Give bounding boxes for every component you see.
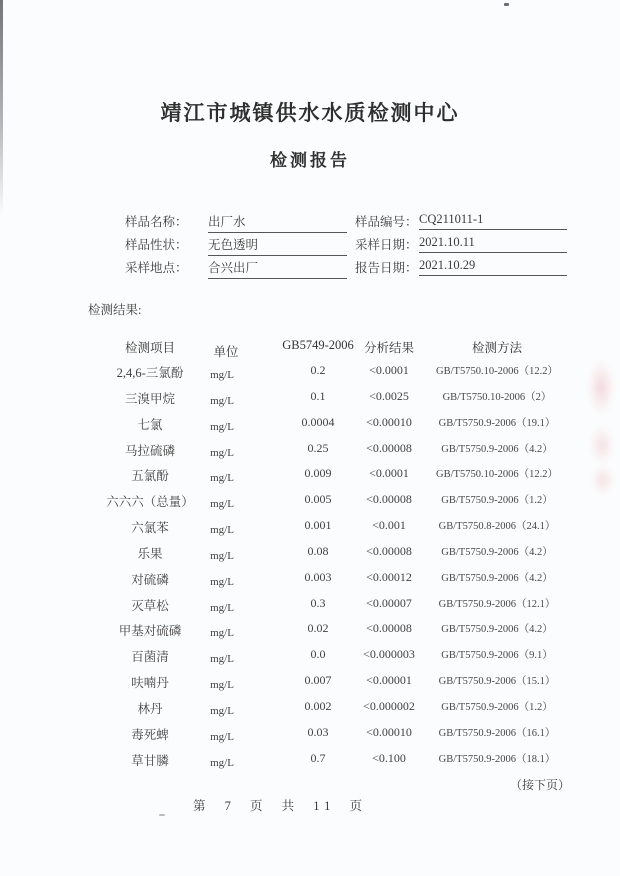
cell-unit: mg/L [210, 524, 234, 537]
table-row [0, 570, 620, 596]
sample-info-row [0, 212, 620, 235]
cell-result: <0.000003 [363, 647, 415, 662]
cell-limit: 0.002 [304, 698, 332, 713]
sample-info-row [0, 235, 620, 258]
cell-limit: 0.003 [304, 569, 332, 584]
cell-result: <0.001 [372, 518, 406, 533]
cell-item: 草甘膦 [131, 753, 169, 768]
cell-limit: 0.1 [310, 388, 326, 403]
cell-result: <0.100 [372, 750, 406, 765]
cell-result: <0.0001 [369, 466, 409, 481]
cell-method: GB/T5750.10-2006（12.2） [436, 469, 558, 481]
cell-item: 六氯苯 [131, 521, 169, 536]
cell-item: 甲基对硫磷 [118, 624, 182, 639]
info-label: 样品性状： [125, 238, 188, 252]
cell-unit: mg/L [210, 575, 234, 588]
cell-limit: 0.009 [304, 466, 332, 481]
table-row [0, 544, 620, 570]
cell-item: 六六六（总量） [106, 495, 194, 510]
cell-limit: 0.3 [310, 595, 326, 610]
sample-info-block [0, 212, 620, 281]
results-section-label: 检测结果: [88, 303, 142, 317]
cell-method: GB/T5750.9-2006（9.1） [441, 650, 553, 662]
cell-limit: 0.005 [304, 492, 332, 507]
cell-unit: mg/L [210, 756, 234, 769]
cell-unit: mg/L [210, 498, 234, 511]
cell-method: GB/T5750.10-2006（2） [442, 391, 552, 403]
cell-item: 2,4,6-三氯酚 [116, 366, 184, 380]
cell-method: GB/T5750.9-2006（1.2） [441, 701, 553, 713]
cell-item: 马拉硫磷 [124, 443, 175, 458]
cell-result: <0.00007 [366, 595, 412, 610]
cell-unit: mg/L [210, 472, 234, 485]
continued-note: （接下页） [509, 778, 570, 792]
cell-unit: mg/L [210, 549, 234, 562]
cell-item: 林丹 [137, 701, 163, 716]
table-row [0, 596, 620, 622]
cell-method: GB/T5750.9-2006（15.1） [438, 676, 556, 688]
table-row [0, 621, 620, 647]
scan-speck [159, 814, 165, 816]
info-value: 2021.10.29 [419, 258, 567, 276]
table-row [0, 415, 620, 441]
cell-limit: 0.0 [310, 647, 326, 662]
cell-item: 呋喃丹 [131, 676, 169, 691]
cell-item: 三溴甲烷 [124, 391, 175, 406]
cell-result: <0.0025 [369, 388, 409, 403]
info-value: 合兴出厂 [208, 258, 347, 279]
cell-unit: mg/L [210, 653, 234, 666]
report-title: 检测报告 [270, 151, 350, 170]
cell-method: GB/T5750.9-2006（4.2） [441, 546, 553, 558]
table-row [0, 725, 620, 751]
table-row [0, 699, 620, 725]
table-row [0, 492, 620, 518]
cell-item: 五氯酚 [131, 469, 169, 484]
cell-item: 毒死蜱 [131, 727, 169, 742]
info-label: 采样日期： [355, 238, 418, 252]
cell-result: <0.000002 [363, 698, 415, 713]
cell-method: GB/T5750.9-2006（16.1） [438, 727, 556, 739]
cell-item: 灭草松 [131, 598, 169, 613]
header-item: 检测项目 [124, 341, 175, 355]
cell-result: <0.00001 [366, 673, 412, 688]
cell-unit: mg/L [210, 446, 234, 459]
info-label: 样品编号： [355, 215, 418, 229]
table-row [0, 673, 620, 699]
info-value: CQ211011-1 [419, 212, 567, 230]
cell-limit: 0.001 [304, 518, 332, 533]
table-row [0, 518, 620, 544]
cell-result: <0.00008 [366, 440, 412, 455]
cell-limit: 0.03 [307, 724, 329, 739]
cell-unit: mg/L [210, 394, 234, 407]
info-value: 无色透明 [208, 235, 347, 256]
cell-unit: mg/L [210, 369, 234, 381]
results-table-header [0, 338, 620, 360]
cell-limit: 0.25 [307, 440, 329, 455]
header-limit: GB5749-2006 [282, 338, 354, 352]
info-label: 采样地点： [125, 261, 188, 275]
cell-unit: mg/L [210, 679, 234, 692]
cell-result: <0.00008 [366, 543, 412, 558]
cell-limit: 0.0004 [301, 414, 335, 429]
cell-method: GB/T5750.9-2006（18.1） [438, 753, 556, 765]
cell-method: GB/T5750.9-2006（4.2） [441, 443, 553, 455]
cell-limit: 0.02 [307, 621, 329, 636]
cell-item: 七氯 [137, 417, 163, 432]
cell-method: GB/T5750.10-2006（12.2） [436, 366, 558, 377]
page-indicator: 第 7 页 共 11 页 [193, 799, 367, 813]
cell-result: <0.00012 [366, 569, 412, 584]
cell-item: 乐果 [137, 546, 163, 561]
cell-limit: 0.08 [307, 543, 329, 558]
cell-unit: mg/L [210, 730, 234, 743]
cell-unit: mg/L [210, 601, 234, 614]
cell-method: GB/T5750.9-2006（4.2） [441, 572, 553, 584]
table-row [0, 647, 620, 673]
info-label: 样品名称： [125, 215, 188, 229]
cell-method: GB/T5750.9-2006（1.2） [441, 495, 553, 507]
results-table-body [0, 363, 620, 777]
cell-method: GB/T5750.9-2006（4.2） [441, 624, 553, 636]
table-row [0, 751, 620, 777]
info-value: 2021.10.11 [419, 235, 567, 253]
cell-method: GB/T5750.9-2006（19.1） [438, 417, 556, 429]
table-row [0, 389, 620, 415]
cell-method: GB/T5750.9-2006（12.1） [438, 598, 556, 610]
table-row [0, 466, 620, 492]
info-label: 报告日期： [355, 261, 418, 275]
sample-info-row [0, 258, 620, 281]
scan-speck [504, 3, 509, 6]
cell-result: <0.0001 [369, 363, 409, 377]
cell-limit: 0.007 [304, 673, 332, 688]
header-unit: 单位 [213, 345, 239, 359]
cell-item: 百菌清 [131, 650, 169, 665]
cell-unit: mg/L [210, 420, 234, 433]
cell-item: 对硫磷 [131, 572, 169, 587]
cell-result: <0.00008 [366, 621, 412, 636]
cell-method: GB/T5750.8-2006（24.1） [438, 521, 556, 533]
organization-title: 靖江市城镇供水水质检测中心 [160, 101, 460, 125]
cell-limit: 0.2 [310, 363, 326, 377]
info-value: 出厂水 [208, 212, 347, 233]
header-result: 分析结果 [363, 341, 414, 355]
table-row [0, 363, 620, 389]
cell-limit: 0.7 [310, 750, 326, 765]
table-row [0, 441, 620, 467]
header-method: 检测方法 [471, 341, 522, 355]
cell-unit: mg/L [210, 704, 234, 717]
cell-result: <0.00010 [366, 724, 412, 739]
cell-unit: mg/L [210, 627, 234, 640]
cell-result: <0.00008 [366, 492, 412, 507]
cell-result: <0.00010 [366, 414, 412, 429]
